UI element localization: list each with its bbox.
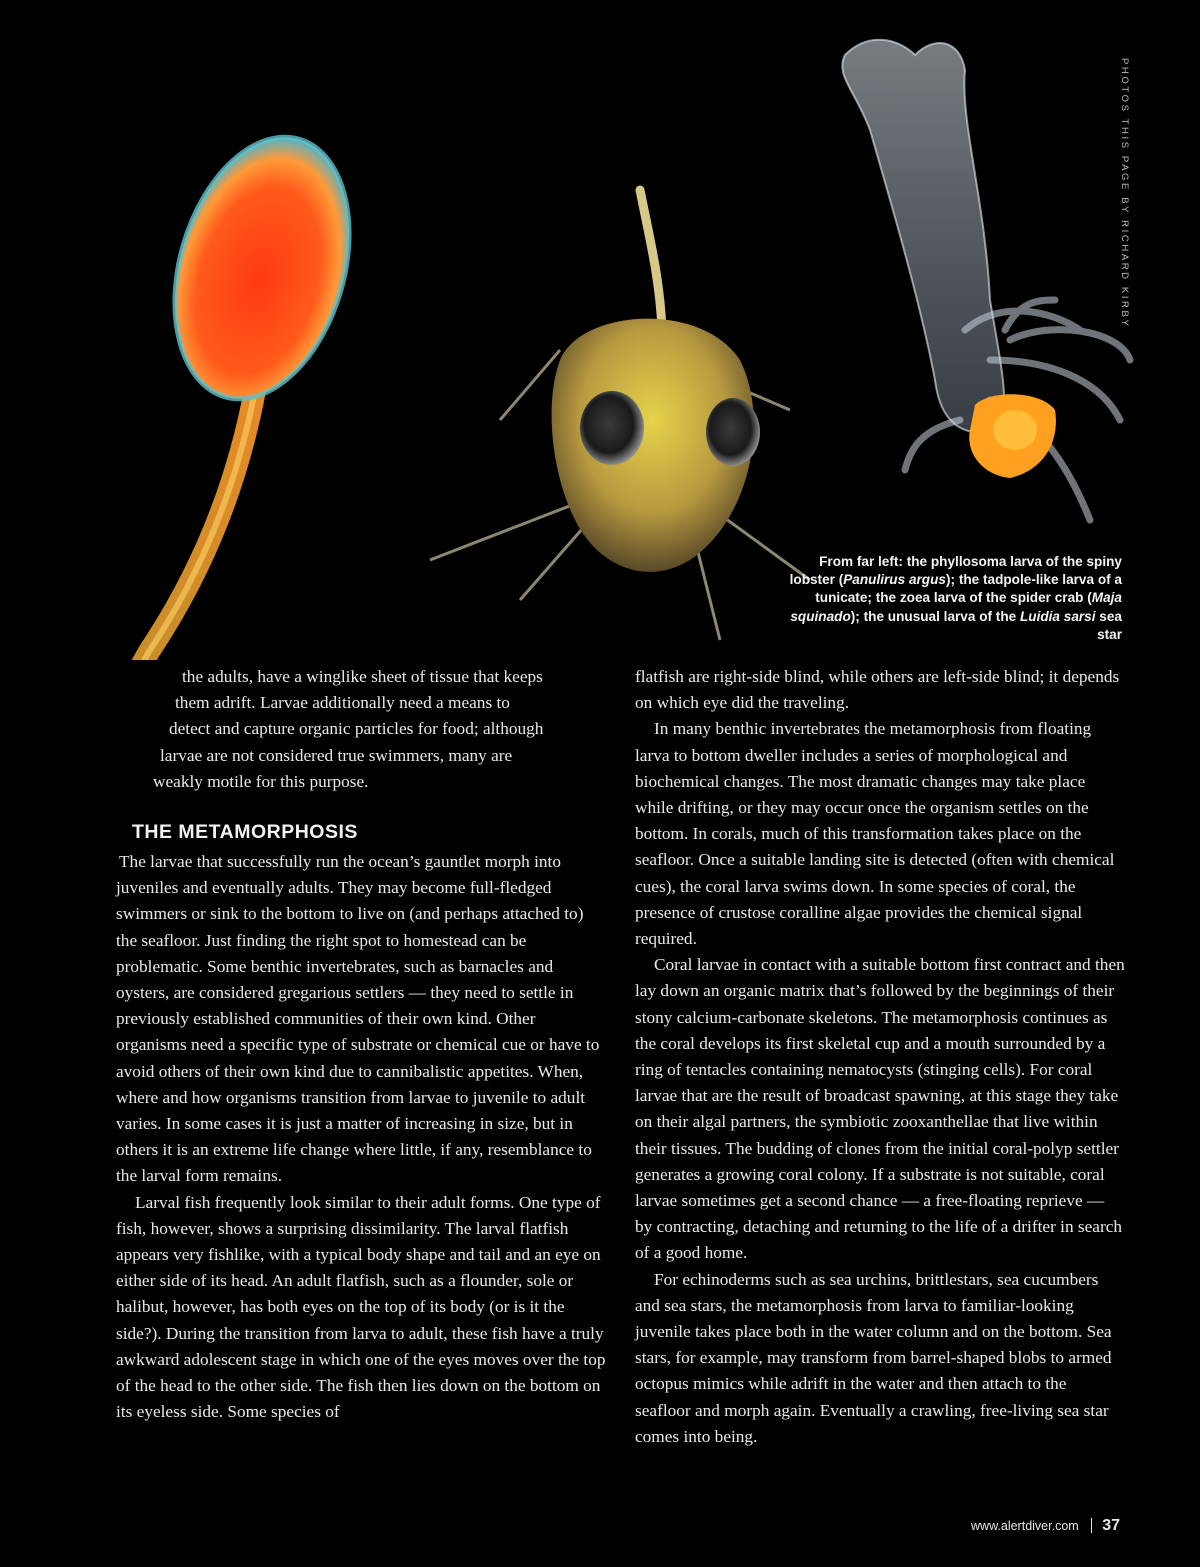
intro-line: them adrift. Larvae additionally need a means to (175, 693, 510, 713)
tunicate-larva-photo (66, 117, 378, 660)
body-paragraph: Coral larvae in contact with a suitable bottom first contract and then lay down an organic matrix that’s followed by the beginnings of their stony calcium-carbonate skeletons. The metamorphosis continues as the coral develops its first skeletal cup and a mouth surrounded by a ring of tentacles containing nematocysts (stinging cells). For coral larvae that are the result of broadcast spawning, at this stage they take on their algal partners, the symbiotic zooxanthellae that live within their tissues. The budding of clones from the initial coral-polyp settler generates a growing coral colony. If a substrate is not suitable, coral larvae sometimes get a second chance — a free-floating reprieve — by contracting, detaching and returning to the life of a drifter in search of a good home. (635, 955, 1125, 1263)
body-paragraph: In many benthic invertebrates the metamorphosis from floating larva to bottom dweller includes a series of morphological and biochemical changes. The most dramatic changes may take place while drifting, or they may occur once the organism settles on the bottom. In corals, much of this transformation takes place on the seafloor. Once a suitable landing site is detected (often with chemical cues), the coral larva swims down. In some species of coral, the presence of crustose coralline algae provides the chemical signal required. (635, 719, 1115, 949)
intro-line: weakly motile for this purpose. (153, 771, 369, 791)
body-paragraph: flatfish are right-side blind, while others are left-side blind; it depends on which eye did the traveling. (635, 667, 1120, 713)
intro-line: the adults, have a winglike sheet of tissue that keeps (182, 667, 543, 686)
sea-star-larva-photo (842, 40, 1130, 520)
caption-text: ); the unusual larva of the (850, 608, 1020, 624)
intro-line: larvae are not considered true swimmers, many are (160, 745, 513, 765)
crab-zoea-larva-photo (430, 190, 810, 640)
page-footer (971, 1517, 1120, 1535)
intro-line: detect and capture organic particles for food; although (169, 719, 544, 739)
footer-divider (1091, 1518, 1093, 1533)
caption-text: sea star (1095, 608, 1122, 642)
caption-species-italic: Panulirus argus (843, 572, 946, 588)
left-text-column (116, 664, 606, 1425)
caption-species-italic: Luidia sarsi (1019, 608, 1096, 624)
caption-species-italic: Maja squinado (790, 590, 1122, 624)
page-number: 37 (1102, 1517, 1120, 1534)
section-heading: THE METAMORPHOSIS (132, 821, 358, 844)
body-paragraph: For echinoderms such as sea urchins, brittlestars, sea cucumbers and sea stars, the metamorphosis from larva to familiar-looking juvenile takes place both in the water column and on the bottom. Sea stars, for example, may transform from barrel-shaped blobs to armed octopus mimics while adrift in the water and then attach to the seafloor and morph again. Eventually a crawling, free-living sea star comes into being. (635, 1269, 1112, 1446)
photo-caption (782, 553, 1122, 644)
intro-paragraph (116, 664, 606, 795)
body-paragraph: The larvae that successfully run the ocean’s gauntlet morph into juveniles and eventually adults. They may become full-fledged swimmers or sink to the bottom to live on (and perhaps attached to) the seafloor. Just finding the right spot to homestead can be problematic. Some benthic invertebrates, such as barnacles and oysters, are considered gregarious settlers — they need to settle in previously established communities of their own kind. Other organisms need a specific type of substrate or chemical cue or have to avoid others of their own kind due to cannibalistic appetites. When, where and how organisms transition from larvae to juvenile to adult varies. In some cases it is just a matter of increasing in size, but in others it is an extreme life change where little, if any, resemblance to the larval form remains. (116, 852, 600, 1186)
right-text-column (635, 664, 1125, 1450)
caption-text: From far left: the phyllosoma larva of the spiny lobster ( (789, 554, 1122, 588)
caption-text: ); the tadpole-like larva of a tunicate; the zoea larva of the spider crab ( (815, 572, 1122, 606)
photo-credit: PHOTOS THIS PAGE BY RICHARD KIRBY (1119, 58, 1130, 329)
body-paragraph: Larval fish frequently look similar to their adult forms. One type of fish, however, shows a surprising dissimilarity. The larval flatfish appears very fishlike, with a typical body shape and tail and an eye on either side of its head. An adult flatfish, such as a flounder, sole or halibut, however, has both eyes on the top of its body (or is it the side?). During the transition from larva to adult, these fish have a truly awkward adolescent stage in which one of the eyes moves over the top of the head to the other side. The fish then lies down on the bottom on its eyeless side. Some species of (116, 1192, 606, 1422)
website-url: www.alertdiver.com (971, 1519, 1079, 1533)
